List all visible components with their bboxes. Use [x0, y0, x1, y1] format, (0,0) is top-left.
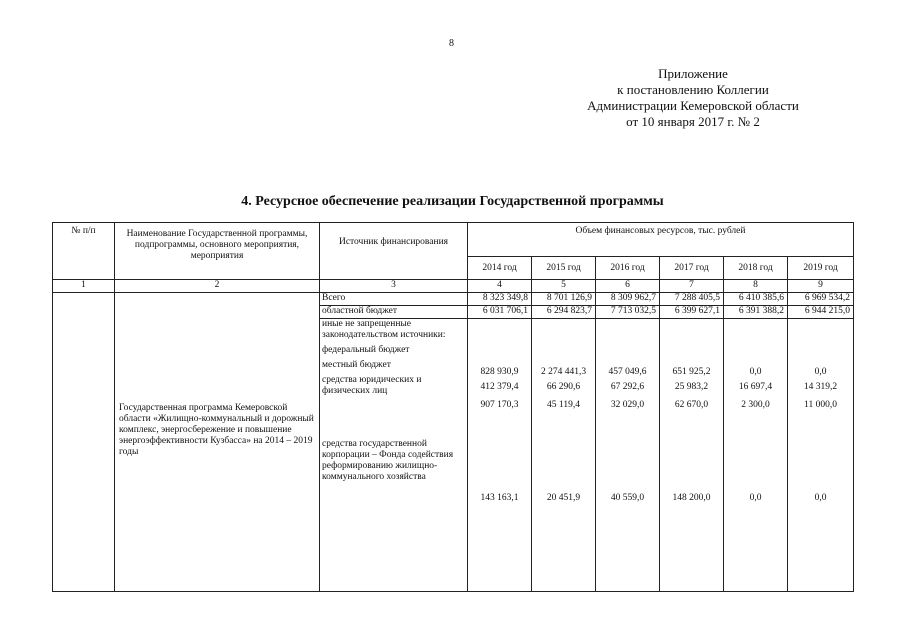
value-cell: 11 000,0 [804, 400, 837, 410]
value-cell: 6 410 385,6 [724, 293, 788, 306]
value-column [724, 319, 788, 592]
source-label: областной бюджет [320, 306, 468, 319]
index-cell: 2 [115, 280, 320, 293]
appendix-line: к постановлению Коллегии [617, 82, 769, 97]
appendix-block [543, 66, 843, 130]
other-sources-label: иные не запрещенные законодательством источники: [322, 319, 446, 340]
index-cell: 9 [788, 280, 854, 293]
index-cell: 6 [596, 280, 660, 293]
index-cell: 3 [320, 280, 468, 293]
value-column [788, 319, 854, 592]
index-cell: 7 [660, 280, 724, 293]
source-label: средства юридических и физических лиц [322, 375, 422, 396]
value-cell: 143 163,1 [480, 493, 519, 503]
value-cell: 6 399 627,1 [660, 306, 724, 319]
value-cell: 0,0 [749, 493, 762, 503]
value-cell: 25 983,2 [674, 382, 709, 392]
table-row-total [53, 293, 854, 306]
value-cell: 40 559,0 [610, 493, 645, 503]
source-label: средства государственной корпорации – Фонда содействия реформированию жилищно-коммунального хозяйства [322, 439, 454, 482]
value-cell: 62 670,0 [674, 400, 709, 410]
header-year: 2017 год [660, 257, 724, 280]
value-cell: 148 200,0 [672, 493, 711, 503]
header-year: 2016 год [596, 257, 660, 280]
header-source: Источник финансирования [320, 223, 468, 280]
index-row [53, 280, 854, 293]
value-cell: 8 701 126,9 [532, 293, 596, 306]
header-year: 2018 год [724, 257, 788, 280]
value-cell: 0,0 [814, 367, 827, 377]
value-cell: 6 031 706,1 [468, 306, 532, 319]
value-cell: 45 119,4 [547, 400, 580, 410]
index-cell: 1 [53, 280, 115, 293]
value-cell: 8 323 349,8 [468, 293, 532, 306]
value-cell: 2 300,0 [741, 400, 770, 410]
header-volume: Объем финансовых ресурсов, тыс. рублей [468, 223, 854, 257]
value-cell: 6 294 823,7 [532, 306, 596, 319]
value-cell: 8 309 962,7 [596, 293, 660, 306]
value-cell: 6 391 388,2 [724, 306, 788, 319]
header-num: № п/п [53, 223, 115, 280]
value-cell: 457 049,6 [608, 367, 647, 377]
section-title: 4. Ресурсное обеспечение реализации Государственной программы [241, 194, 664, 209]
program-num-cell [53, 293, 115, 592]
header-year: 2014 год [468, 257, 532, 280]
value-column [468, 319, 532, 592]
value-cell: 2 274 441,3 [540, 367, 587, 377]
program-name: Государственная программа Кемеровской области «Жилищно-коммунальный и дорожный комплекс, энергосбережение и повышение энергоэффективности Кузбасса» на 2014 – 2019 годы [115, 293, 320, 592]
value-cell: 66 290,6 [546, 382, 581, 392]
value-cell: 412 379,4 [480, 382, 519, 392]
value-cell: 16 697,4 [738, 382, 773, 392]
resource-table [52, 222, 854, 592]
value-cell: 828 930,9 [480, 367, 519, 377]
value-cell: 907 170,3 [480, 400, 519, 410]
value-cell: 0,0 [749, 367, 762, 377]
page-number: 8 [449, 38, 454, 49]
value-column [532, 319, 596, 592]
header-year: 2015 год [532, 257, 596, 280]
value-cell: 651 925,2 [672, 367, 711, 377]
value-cell: 6 969 534,2 [788, 293, 854, 306]
value-column [596, 319, 660, 592]
value-cell: 6 944 215,0 [788, 306, 854, 319]
appendix-line: Приложение [658, 66, 728, 81]
value-cell: 7 288 405,5 [660, 293, 724, 306]
source-label: местный бюджет [322, 360, 391, 370]
header-year: 2019 год [788, 257, 854, 280]
value-cell: 0,0 [814, 493, 827, 503]
header-name: Наименование Государственной программы, подпрограммы, основного мероприятия, мероприятия [115, 223, 320, 280]
value-cell: 32 029,0 [610, 400, 645, 410]
appendix-line: от 10 января 2017 г. № 2 [626, 114, 760, 129]
source-label: федеральный бюджет [322, 345, 410, 355]
value-cell: 67 292,6 [610, 382, 645, 392]
index-cell: 5 [532, 280, 596, 293]
appendix-line: Администрации Кемеровской области [587, 98, 799, 113]
other-sources-cell [320, 319, 468, 592]
index-cell: 8 [724, 280, 788, 293]
value-cell: 7 713 032,5 [596, 306, 660, 319]
value-cell: 20 451,9 [546, 493, 581, 503]
index-cell: 4 [468, 280, 532, 293]
value-column [660, 319, 724, 592]
value-cell: 14 319,2 [803, 382, 838, 392]
source-label: Всего [320, 293, 468, 306]
